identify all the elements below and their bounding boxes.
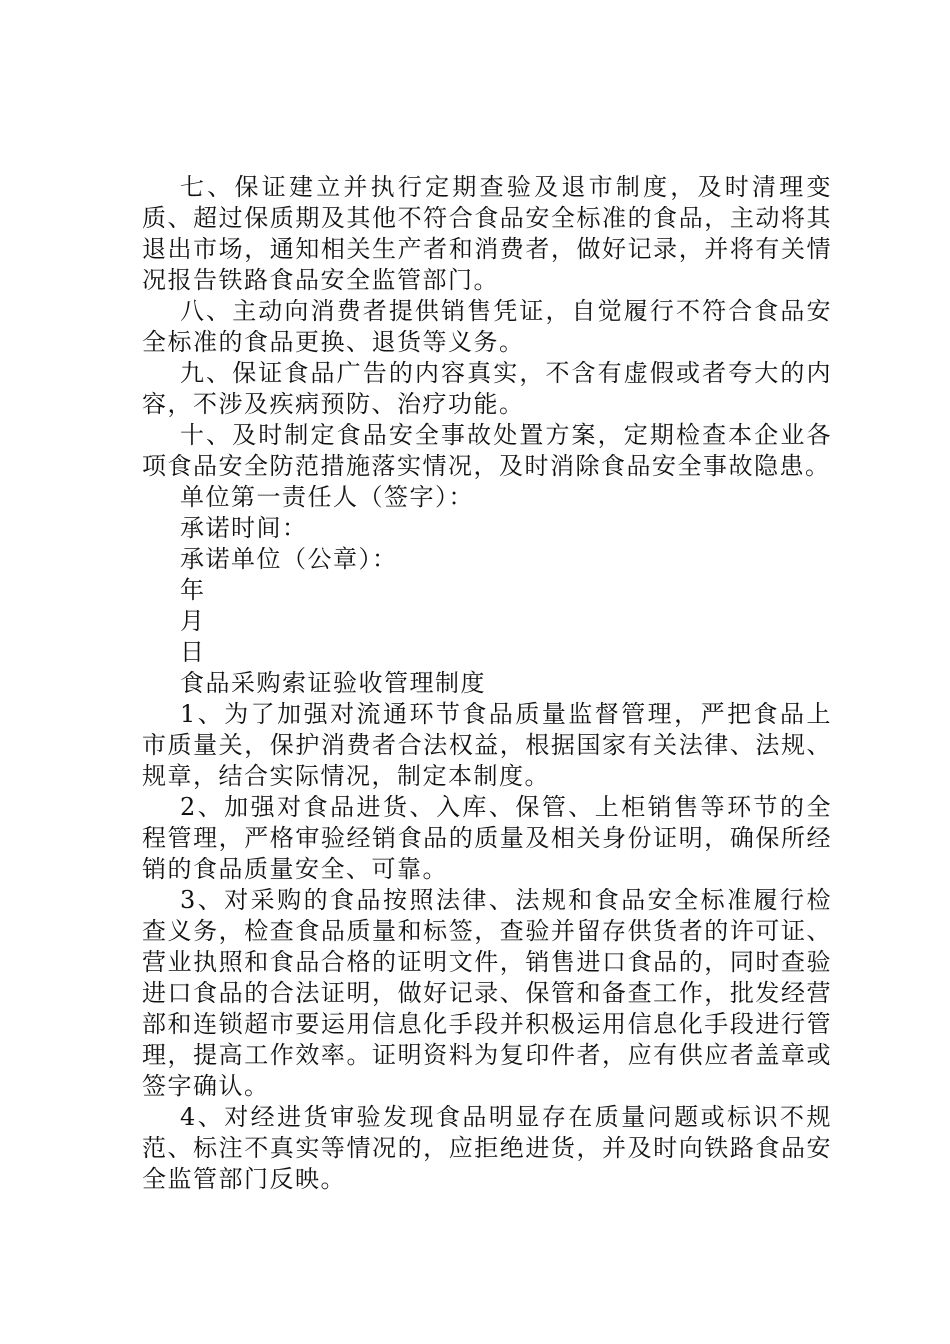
commitment-paragraph-9: 九、保证食品广告的内容真实，不含有虚假或者夸大的内容，不涉及疾病预防、治疗功能。 — [142, 359, 832, 418]
date-month-label: 月 — [180, 607, 206, 635]
commit-unit-seal-label: 承诺单位（公章）： — [180, 545, 398, 573]
commit-time-label: 承诺时间： — [180, 514, 308, 542]
commitment-paragraph-8: 八、主动向消费者提供销售凭证，自觉履行不符合食品安全标准的食品更换、退货等义务。 — [142, 297, 832, 356]
responsible-person-signature-label: 单位第一责任人（签字）： — [180, 483, 474, 511]
commitment-paragraph-7: 七、保证建立并执行定期查验及退市制度，及时清理变质、超过保质期及其他不符合食品安全标准的食品，主动将其退出市场，通知相关生产者和消费者，做好记录，并将有关情况报告铁路食品安全监管部门。 — [142, 173, 832, 294]
document-page — [142, 172, 832, 1195]
date-year-label: 年 — [180, 576, 206, 604]
commitment-paragraph-10: 十、及时制定食品安全事故处置方案，定期检查本企业各项食品安全防范措施落实情况，及时消除食品安全事故隐患。 — [142, 421, 832, 480]
rule-paragraph-3: 3、对采购的食品按照法律、法规和食品安全标准履行检查义务，检查食品质量和标签，查验并留存供货者的许可证、营业执照和食品合格的证明文件，销售进口食品的，同时查验进口食品的合法证明，做好记录、保管和备查工作，批发经营部和连锁超市要运用信息化手段并积极运用信息化手段进行管理，提高工作效率。证明资料为复印件者，应有供应者盖章或签字确认。 — [142, 886, 832, 1100]
rule-paragraph-1: 1、为了加强对流通环节食品质量监督管理，严把食品上市质量关，保护消费者合法权益，根据国家有关法律、法规、规章，结合实际情况，制定本制度。 — [142, 700, 832, 790]
section-title: 食品采购索证验收管理制度 — [180, 669, 486, 697]
rule-paragraph-2: 2、加强对食品进货、入库、保管、上柜销售等环节的全程管理，严格审验经销食品的质量及相关身份证明，确保所经销的食品质量安全、可靠。 — [142, 793, 832, 883]
rule-paragraph-4: 4、对经进货审验发现食品明显存在质量问题或标识不规范、标注不真实等情况的，应拒绝进货，并及时向铁路食品安全监管部门反映。 — [142, 1103, 832, 1193]
date-day-label: 日 — [180, 638, 206, 666]
